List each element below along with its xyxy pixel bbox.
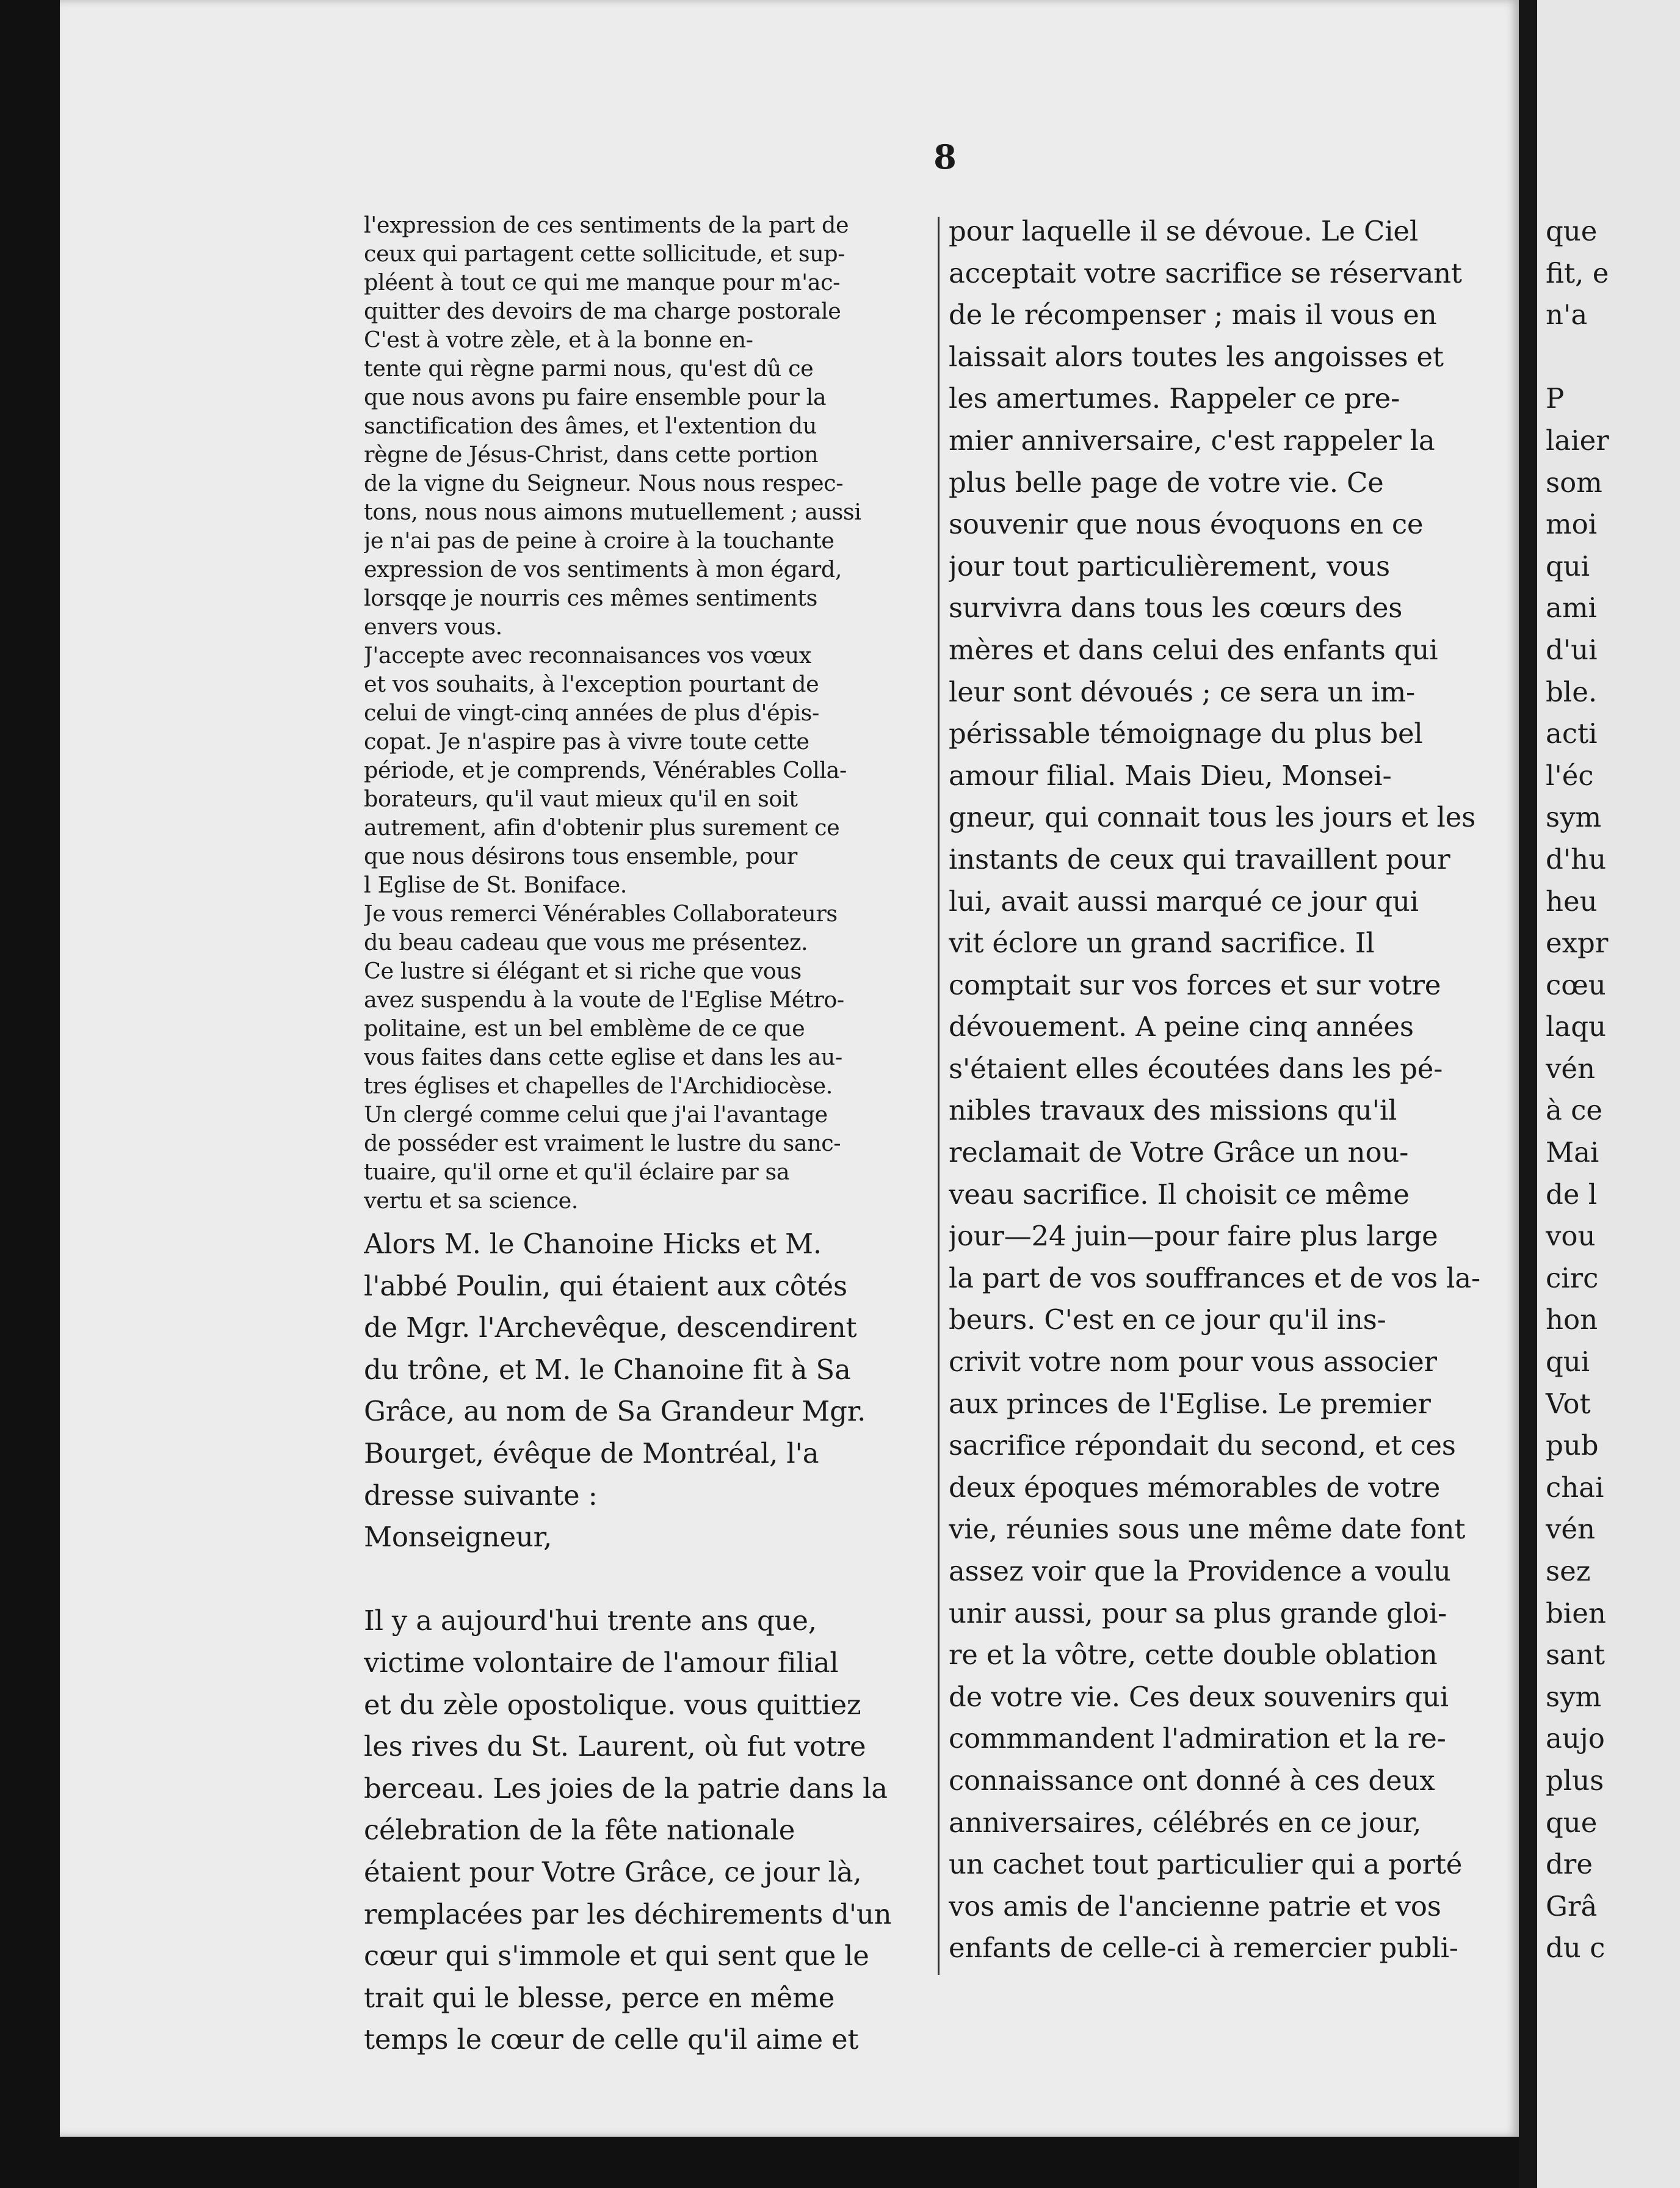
fragment-line: pub bbox=[1546, 1429, 1599, 1462]
fragment-line: vou bbox=[1546, 1220, 1596, 1253]
text-line: la part de vos souffrances et de vos la- bbox=[949, 1261, 1480, 1294]
text-line: re et la vôtre, cette double oblation bbox=[949, 1639, 1438, 1672]
text-line: jour tout particulièrement, vous bbox=[949, 549, 1390, 582]
text-line: mères et dans celui des enfants qui bbox=[949, 633, 1438, 666]
text-line: envers vous. bbox=[364, 614, 502, 640]
text-line: reclamait de Votre Grâce un nou- bbox=[949, 1136, 1409, 1169]
text-line: assez voir que la Providence a voulu bbox=[949, 1555, 1451, 1587]
text-line: mier anniversaire, c'est rappeler la bbox=[949, 424, 1435, 457]
text-line: sanctification des âmes, et l'extention du bbox=[364, 413, 817, 439]
column-divider bbox=[938, 217, 940, 1975]
next-page-fragments bbox=[1537, 211, 1680, 1969]
fragment-line: aujo bbox=[1546, 1722, 1605, 1755]
fragment-line: chai bbox=[1546, 1471, 1604, 1504]
text-line: enfants de celle-ci à remercier publi- bbox=[949, 1932, 1458, 1965]
text-line: tuaire, qu'il orne et qu'il éclaire par sa bbox=[364, 1159, 790, 1185]
text-line: et vos souhaits, à l'exception pourtant de bbox=[364, 671, 819, 697]
text-line: un cachet tout particulier qui a porté bbox=[949, 1848, 1463, 1881]
text-line: je n'ai pas de peine à croire à la touchante bbox=[364, 527, 835, 554]
text-line: acceptait votre sacrifice se réservant bbox=[949, 256, 1462, 289]
fragment-line: vén bbox=[1546, 1513, 1596, 1546]
fragment-line: acti bbox=[1546, 717, 1598, 750]
fragment-line: P bbox=[1546, 382, 1565, 415]
fragment-line: qui bbox=[1546, 549, 1590, 582]
fragment-line: moi bbox=[1546, 508, 1598, 541]
fragment-line: vén bbox=[1546, 1052, 1596, 1085]
text-line: cœur qui s'immole et qui sent que le bbox=[364, 1940, 869, 1972]
text-line: comptait sur vos forces et sur votre bbox=[949, 968, 1441, 1001]
fragment-line: Grâ bbox=[1546, 1889, 1598, 1922]
text-line: de posséder est vraiment le lustre du sanc- bbox=[364, 1130, 841, 1156]
text-line: commmandent l'admiration et la re- bbox=[949, 1722, 1446, 1755]
fragment-line: expr bbox=[1546, 927, 1609, 960]
fragment-line: que bbox=[1546, 1806, 1598, 1839]
text-line: trait qui le blesse, perce en même bbox=[364, 1981, 835, 2014]
text-line: instants de ceux qui travaillent pour bbox=[949, 842, 1450, 875]
text-line: que nous avons pu faire ensemble pour la bbox=[364, 384, 827, 410]
text-line: Un clergé comme celui que j'ai l'avantage bbox=[364, 1101, 828, 1128]
text-line: vit éclore un grand sacrifice. Il bbox=[949, 927, 1375, 960]
text-line: vos amis de l'ancienne patrie et vos bbox=[949, 1889, 1441, 1922]
text-line: borateurs, qu'il vaut mieux qu'il en soit bbox=[364, 786, 798, 812]
text-line: deux époques mémorables de votre bbox=[949, 1471, 1441, 1504]
page-number: 8 bbox=[933, 137, 957, 176]
text-line bbox=[364, 1559, 932, 1601]
text-line: crivit votre nom pour vous associer bbox=[949, 1346, 1437, 1378]
fragment-line: ble. bbox=[1546, 675, 1598, 708]
text-line: veau sacrifice. Il choisit ce même bbox=[949, 1178, 1410, 1211]
text-line: étaient pour Votre Grâce, ce jour là, bbox=[364, 1855, 862, 1888]
text-line: Ce lustre si élégant et si riche que vous bbox=[364, 958, 802, 984]
fragment-line: du c bbox=[1546, 1932, 1606, 1965]
address-continuation bbox=[949, 211, 1510, 1969]
fragment-line: Mai bbox=[1546, 1136, 1599, 1169]
fragment-line: laier bbox=[1546, 424, 1609, 457]
fragment-line bbox=[1537, 336, 1680, 379]
text-line: celui de vingt-cinq années de plus d'épis- bbox=[364, 700, 819, 726]
fragment-line: sant bbox=[1546, 1639, 1605, 1672]
text-line: ceux qui partagent cette sollicitude, et sup- bbox=[364, 241, 845, 267]
text-line: périssable témoignage du plus bel bbox=[949, 717, 1423, 750]
fragment-line: à ce bbox=[1546, 1094, 1602, 1127]
text-line: pléent à tout ce qui me manque pour m'ac- bbox=[364, 269, 841, 295]
text-line: de votre vie. Ces deux souvenirs qui bbox=[949, 1680, 1449, 1713]
text-line: remplacées par les déchirements d'un bbox=[364, 1897, 892, 1930]
text-line: amour filial. Mais Dieu, Monsei- bbox=[949, 759, 1392, 792]
text-line: vertu et sa science. bbox=[364, 1187, 579, 1214]
text-line: lorsqqe je nourris ces mêmes sentiments bbox=[364, 585, 818, 611]
page-gutter bbox=[1519, 0, 1537, 2188]
fragment-line: n'a bbox=[1546, 299, 1588, 331]
next-page bbox=[1537, 0, 1680, 2188]
text-line: beurs. C'est en ce jour qu'il ins- bbox=[949, 1303, 1386, 1336]
text-line: anniversaires, célébrés en ce jour, bbox=[949, 1806, 1422, 1839]
fragment-line: cœu bbox=[1546, 968, 1606, 1001]
text-line: règne de Jésus-Christ, dans cette portion bbox=[364, 441, 819, 468]
text-line: les rives du St. Laurent, où fut votre bbox=[364, 1730, 866, 1763]
spacer bbox=[364, 1215, 932, 1223]
text-line: C'est à votre zèle, et à la bonne en- bbox=[364, 327, 753, 353]
fragment-line: som bbox=[1546, 466, 1602, 499]
text-line: unir aussi, pour sa plus grande gloi- bbox=[949, 1596, 1447, 1629]
fragment-line: circ bbox=[1546, 1261, 1599, 1294]
text-line: Bourget, évêque de Montréal, l'a bbox=[364, 1436, 819, 1469]
text-line: l'abbé Poulin, qui étaient aux côtés bbox=[364, 1269, 847, 1302]
text-line: et du zèle opostolique. vous quittiez bbox=[364, 1688, 861, 1721]
text-line: Alors M. le Chanoine Hicks et M. bbox=[364, 1228, 822, 1260]
text-line: souvenir que nous évoquons en ce bbox=[949, 508, 1424, 541]
fragment-line: plus bbox=[1546, 1764, 1604, 1797]
fragment-line: sez bbox=[1546, 1555, 1591, 1587]
fragment-line: sym bbox=[1546, 801, 1602, 834]
text-line: période, et je comprends, Vénérables Colla- bbox=[364, 757, 847, 783]
fragment-line: laqu bbox=[1546, 1010, 1607, 1043]
fragment-line: sym bbox=[1546, 1680, 1602, 1713]
text-line: politaine, est un bel emblème de ce que bbox=[364, 1015, 805, 1041]
left-column bbox=[364, 211, 932, 2061]
text-line: avez suspendu à la voute de l'Eglise Métro- bbox=[364, 987, 844, 1013]
text-line: l'expression de ces sentiments de la part de bbox=[364, 212, 849, 238]
text-line: survivra dans tous les cœurs des bbox=[949, 592, 1403, 625]
page bbox=[60, 0, 1519, 2137]
text-line: nibles travaux des missions qu'il bbox=[949, 1094, 1397, 1127]
text-line: pour laquelle il se dévoue. Le Ciel bbox=[949, 215, 1419, 247]
text-line: quitter des devoirs de ma charge postorale bbox=[364, 298, 841, 324]
fragment-line: dre bbox=[1546, 1848, 1593, 1881]
fragment-line: bien bbox=[1546, 1596, 1606, 1629]
text-line: s'étaient elles écoutées dans les pé- bbox=[949, 1052, 1443, 1085]
text-line: du trône, et M. le Chanoine fit à Sa bbox=[364, 1353, 851, 1386]
text-line: connaissance ont donné à ces deux bbox=[949, 1764, 1435, 1797]
text-line: l Eglise de St. Boniface. bbox=[364, 872, 627, 898]
text-line: lui, avait aussi marqué ce jour qui bbox=[949, 885, 1419, 918]
text-line: sacrifice répondait du second, et ces bbox=[949, 1429, 1456, 1462]
address-text bbox=[364, 1223, 932, 2061]
fragment-line: ami bbox=[1546, 592, 1597, 625]
fragment-line: l'éc bbox=[1546, 759, 1594, 792]
reply-text bbox=[364, 211, 932, 1215]
middle-column bbox=[949, 211, 1510, 1969]
text-line: jour—24 juin—pour faire plus large bbox=[949, 1220, 1438, 1253]
fragment-line: d'ui bbox=[1546, 633, 1598, 666]
fragment-line: heu bbox=[1546, 885, 1598, 918]
text-line: du beau cadeau que vous me présentez. bbox=[364, 929, 808, 955]
text-line: Grâce, au nom de Sa Grandeur Mgr. bbox=[364, 1395, 866, 1428]
text-line: dresse suivante : bbox=[364, 1479, 598, 1512]
fragment-line: fit, e bbox=[1546, 256, 1609, 289]
text-line: que nous désirons tous ensemble, pour bbox=[364, 843, 797, 869]
text-line: plus belle page de votre vie. Ce bbox=[949, 466, 1384, 499]
text-line: Il y a aujourd'hui trente ans que, bbox=[364, 1604, 817, 1637]
text-line: autrement, afin d'obtenir plus surement ce bbox=[364, 814, 840, 841]
text-line: laissait alors toutes les angoisses et bbox=[949, 340, 1444, 373]
text-line: leur sont dévoués ; ce sera un im- bbox=[949, 675, 1416, 708]
text-line: J'accepte avec reconnaisances vos vœux bbox=[364, 642, 811, 668]
fragment-line: d'hu bbox=[1546, 842, 1607, 875]
fragment-line: Vot bbox=[1546, 1387, 1591, 1420]
text-line: célebration de la fête nationale bbox=[364, 1814, 795, 1847]
text-line: tente qui règne parmi nous, qu'est dû ce bbox=[364, 355, 814, 382]
fragment-line: de l bbox=[1546, 1178, 1598, 1211]
fragment-line: qui bbox=[1546, 1346, 1590, 1378]
text-line: de la vigne du Seigneur. Nous nous respec- bbox=[364, 470, 844, 496]
text-line: temps le cœur de celle qu'il aime et bbox=[364, 2023, 859, 2056]
text-line: tons, nous nous aimons mutuellement ; aussi bbox=[364, 499, 861, 525]
text-line: vous faites dans cette eglise et dans les au- bbox=[364, 1044, 842, 1070]
text-line: victime volontaire de l'amour filial bbox=[364, 1646, 839, 1679]
text-line: berceau. Les joies de la patrie dans la bbox=[364, 1772, 888, 1805]
text-line: de Mgr. l'Archevêque, descendirent bbox=[364, 1311, 857, 1344]
text-line: Monseigneur, bbox=[364, 1521, 552, 1554]
text-line: les amertumes. Rappeler ce pre- bbox=[949, 382, 1400, 415]
text-line: vie, réunies sous une même date font bbox=[949, 1513, 1466, 1546]
text-line: de le récompenser ; mais il vous en bbox=[949, 299, 1437, 331]
text-line: aux princes de l'Eglise. Le premier bbox=[949, 1387, 1431, 1420]
fragment-line: hon bbox=[1546, 1303, 1598, 1336]
text-line: copat. Je n'aspire pas à vivre toute cette bbox=[364, 728, 809, 755]
text-line: dévouement. A peine cinq années bbox=[949, 1010, 1414, 1043]
text-line: gneur, qui connait tous les jours et les bbox=[949, 801, 1475, 834]
text-line: expression de vos sentiments à mon égard, bbox=[364, 556, 842, 582]
text-line: Je vous remerci Vénérables Collaborateurs bbox=[364, 900, 838, 927]
text-line: tres églises et chapelles de l'Archidiocèse. bbox=[364, 1073, 833, 1099]
fragment-line: que bbox=[1546, 215, 1598, 247]
